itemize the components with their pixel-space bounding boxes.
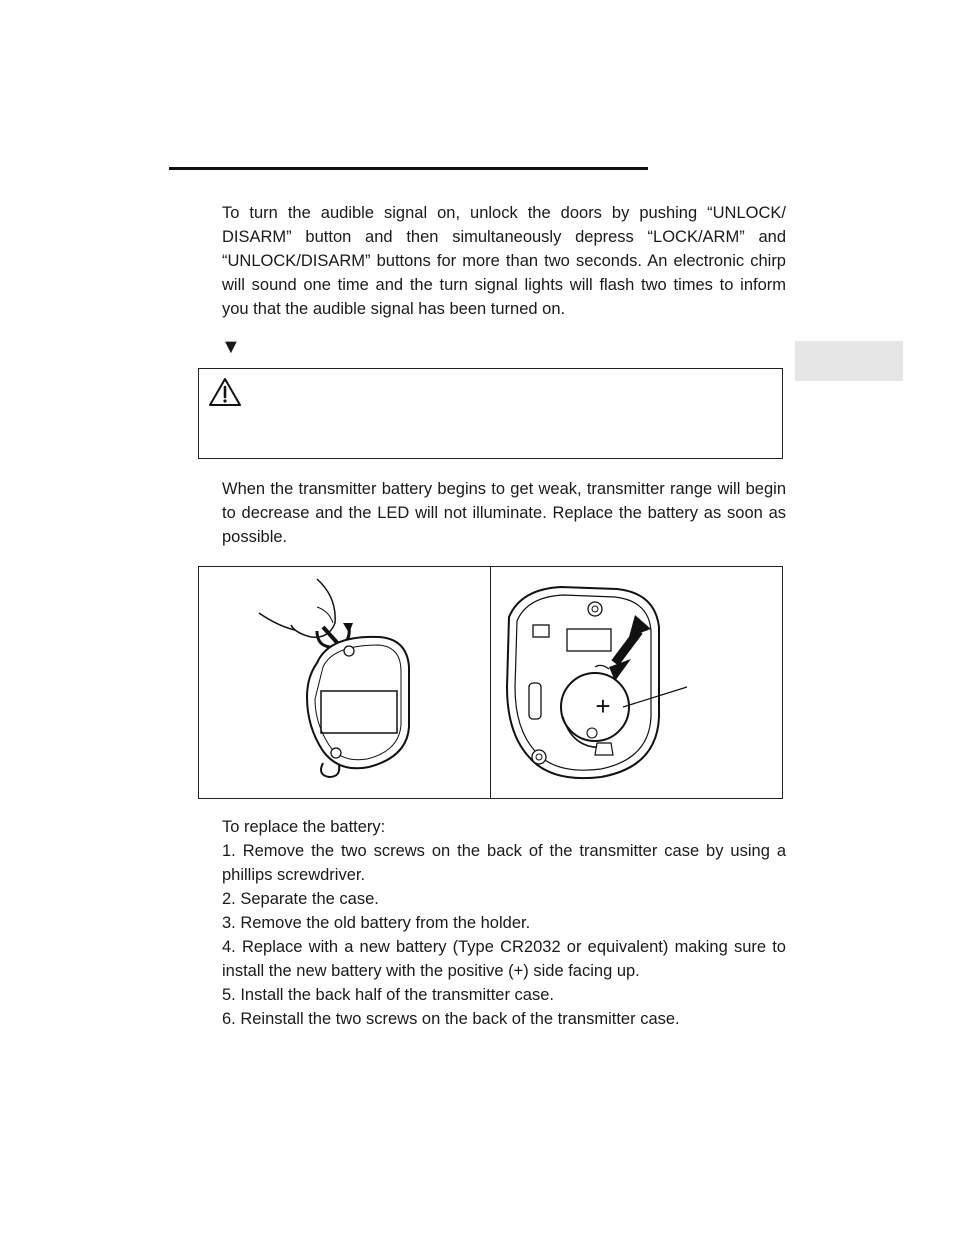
battery-replacement-instructions: [222, 815, 786, 1031]
warning-box: [198, 368, 783, 459]
battery-replacement-figure: [198, 566, 783, 799]
transmitter-inside-battery-illustration: [491, 567, 782, 798]
screwdriver-removing-screw-illustration: [199, 567, 490, 798]
instruction-step: 3. Remove the old battery from the holder.: [222, 914, 531, 932]
section-marker: ▼: [221, 336, 241, 358]
instructions-intro: To replace the battery:: [222, 818, 386, 836]
section-heading-rule: [169, 167, 648, 170]
battery-weak-paragraph: When the transmitter battery begins to get weak, transmitter range will begin to decrease and the LED will not illuminate. Replace the battery as soon as possible.: [222, 480, 786, 546]
instruction-step: 2. Separate the case.: [222, 890, 379, 908]
instruction-step: 6. Reinstall the two screws on the back of the transmitter case.: [222, 1010, 680, 1028]
instruction-step: 1. Remove the two screws on the back of the transmitter case by using a phillips screwdriver.: [222, 842, 786, 884]
warning-triangle-icon: [208, 377, 242, 407]
instruction-step: 5. Install the back half of the transmitter case.: [222, 986, 554, 1004]
chapter-tab: [795, 341, 903, 381]
audible-signal-paragraph: To turn the audible signal on, unlock the doors by pushing “UNLOCK/ DISARM” button and then simultaneously depress “LOCK/ARM” and “UNLOCK/DISARM” buttons for more than two seconds. An electronic chirp will sound one time and the turn signal lights will flash two times to inform you that the audible signal has been turned on.: [222, 204, 786, 318]
instruction-step: 4. Replace with a new battery (Type CR2032 or equivalent) making sure to install the new battery with the positive (+) side facing up.: [222, 938, 786, 980]
battery-plus-sign: +: [595, 691, 611, 721]
